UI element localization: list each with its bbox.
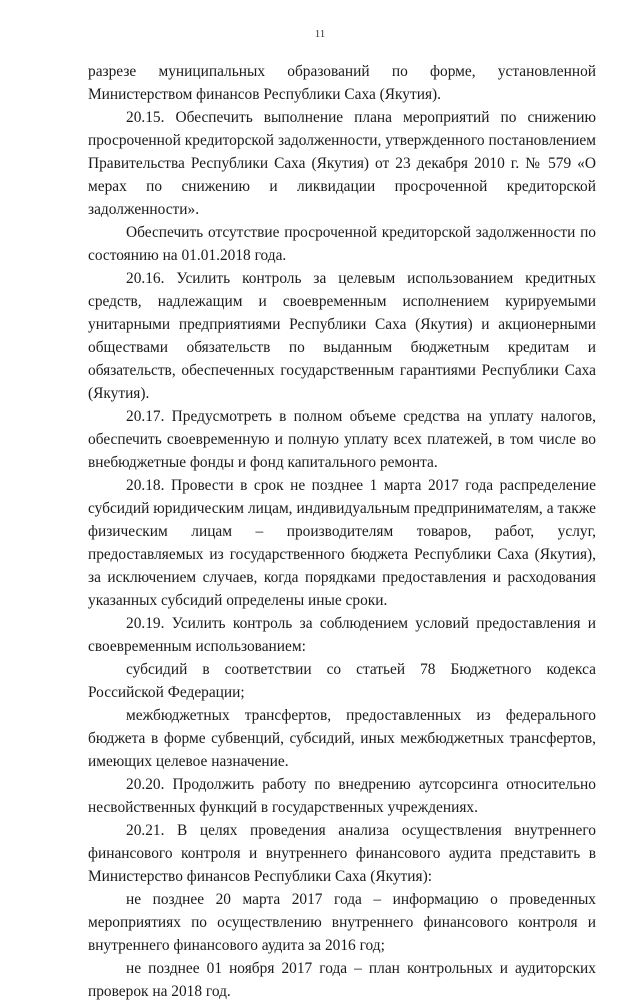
page-number: 11 bbox=[314, 28, 326, 40]
paragraph-20-21-item-2: не позднее 01 ноября 2017 года – план контрольных и аудиторских проверок на 2018 год. bbox=[88, 960, 596, 1000]
paragraph-20-18: 20.18. Провести в срок не позднее 1 марта 2017 года распределение субсидий юридическим лицам, индивидуальным предпринимателям, а также физическим лицам – производителям товаров, работ, услуг, предоставляемых из государственного бюджета Республики Саха (Якутия), за исключением случаев, когда порядками предоставления и расходования указанных субсидий определены иные сроки. bbox=[88, 477, 596, 609]
paragraph-20-21-item-1: не позднее 20 марта 2017 года – информацию о проведенных мероприятиях по осуществлению внутреннего финансового контроля и внутреннего финансового аудита за 2016 год; bbox=[88, 891, 596, 954]
paragraph-20-15-cont: Обеспечить отсутствие просроченной кредиторской задолженности по состоянию на 01.01.2018 года. bbox=[88, 224, 596, 264]
paragraph-20-20: 20.20. Продолжить работу по внедрению аутсорсинга относительно несвойственных функций в государственных учреждениях. bbox=[88, 776, 596, 816]
paragraph-continuation: разрезе муниципальных образований по форме, установленной Министерством финансов Республики Саха (Якутия). bbox=[88, 63, 596, 103]
paragraph-20-19-item-2: межбюджетных трансфертов, предоставленных из федерального бюджета в форме субвенций, субсидий, иных межбюджетных трансфертов, имеющих целевое назначение. bbox=[88, 707, 596, 770]
paragraph-20-15: 20.15. Обеспечить выполнение плана мероприятий по снижению просроченной кредиторской задолженности, утвержденного постановлением Правительства Республики Саха (Якутия) от 23 декабря 2010 г. № 579 «О мерах по снижению и ликвидации просроченной кредиторской задолженности». bbox=[88, 109, 596, 218]
paragraph-20-21: 20.21. В целях проведения анализа осуществления внутреннего финансового контроля и внутреннего финансового аудита представить в Министерство финансов Республики Саха (Якутия): bbox=[88, 822, 596, 885]
paragraph-20-19: 20.19. Усилить контроль за соблюдением условий предоставления и своевременным использованием: bbox=[88, 615, 596, 655]
paragraph-20-19-item-1: субсидий в соответствии со статьей 78 Бюджетного кодекса Российской Федерации; bbox=[88, 661, 596, 701]
paragraph-20-16: 20.16. Усилить контроль за целевым использованием кредитных средств, надлежащим и своевременным исполнением курируемыми унитарными предприятиями Республики Саха (Якутия) и акционерными обществами обязательств по выданным бюджетным кредитам и обязательств, обеспеченных государственным гарантиями Республики Саха (Якутия). bbox=[88, 270, 596, 402]
document-body bbox=[88, 60, 596, 1003]
paragraph-20-17: 20.17. Предусмотреть в полном объеме средства на уплату налогов, обеспечить своевременную и полную уплату всех платежей, в том числе во внебюджетные фонды и фонд капитального ремонта. bbox=[88, 408, 596, 471]
